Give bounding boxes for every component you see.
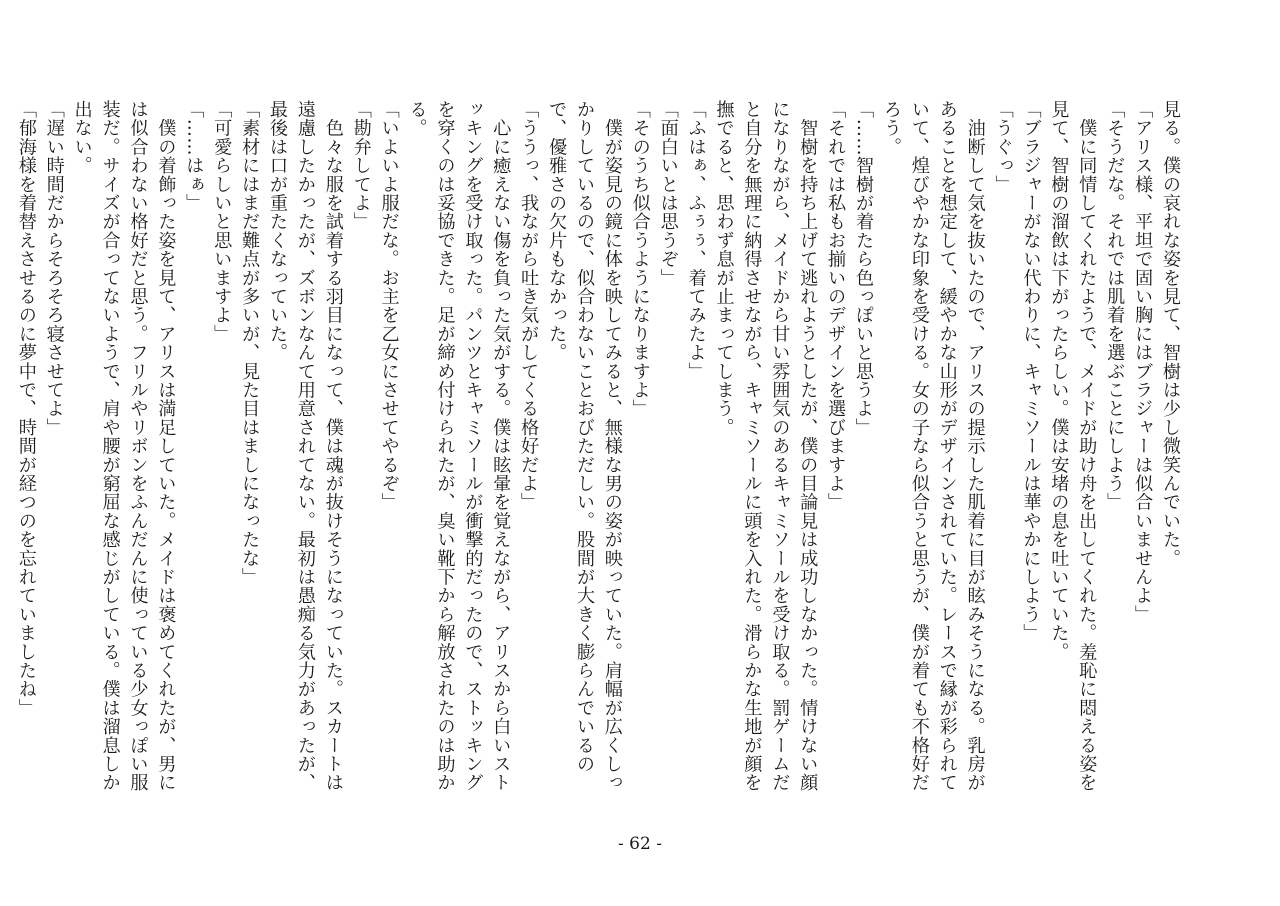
paragraph: 「ふはぁ、ふぅぅ、着てみたよ」 — [685, 100, 707, 381]
paragraph: 僕の着飾った姿を見て、アリスは満足していた。メイドは褒めてくれたが、男には似合わない格好だと思う。フリルやリボンをふんだんに使っている少女っぽい服装だ。サイズが合ってないようで、肩や腰が窮屈な感じがしている。僕は溜息しか出ない。 — [71, 100, 177, 792]
paragraph: 「ううっ、我ながら吐き気がしてくる格好だよ」 — [518, 100, 540, 512]
paragraph: 心に癒えない傷を負った気がする。僕は眩暈を覚えながら、アリスから白いストッキングを受け取った。パンツとキャミソールが衝撃的だったので、ストッキングを穿くのは妥協できた。足が締め付けられたが、臭い靴下から解放されたのは助かる。 — [406, 100, 512, 792]
paragraph: 「いよいよ服だな。お主を乙女にさせてやるぞ」 — [378, 100, 400, 512]
paragraph: 「ブラジャーがない代わりに、キャミソールは華やかにしよう」 — [1020, 100, 1042, 643]
paragraph: 色々な服を試着する羽目になって、僕は魂が抜けそうになっていた。スカートは遠慮したかったが、ズボンなんて用意されてない。最初は愚痴る気力があったが、最後は口が重たくなっていた。 — [267, 100, 344, 792]
paragraph: 「素材にはまだ難点が多いが、見た目はましになったな」 — [239, 100, 261, 587]
paragraph: 僕が姿見の鏡に体を映してみると、無様な男の姿が映っていた。肩幅が広くしっかりしているので、似合わないことおびただしい。股間が大きく膨らんでいるので、優雅さの欠片もなかった。 — [546, 100, 623, 792]
paragraph: 「それでは私もお揃いのデザインを選びますよ」 — [825, 100, 847, 512]
paragraph: 「勘弁してよ」 — [350, 100, 372, 231]
paragraph: 「……智樹が着たら色っぽいと思うよ」 — [853, 100, 875, 437]
paragraph: 見る。僕の哀れな姿を見て、智樹は少し微笑んでいた。 — [1160, 100, 1181, 568]
paragraph: 僕に同情してくれたようで、メイドが助け舟を出してくれた。羞恥に悶える姿を見て、智樹の溜飲は下がったらしい。僕は安堵の息を吐いていた。 — [1048, 100, 1098, 792]
paragraph: 「……はぁ」 — [183, 100, 205, 213]
paragraph: 「うぐっ」 — [992, 100, 1014, 194]
paragraph: 「そうだな。それでは肌着を選ぶことにしよう」 — [1104, 100, 1126, 512]
paragraph: 「面白いとは思うぞ」 — [657, 100, 679, 287]
paragraph: 「郁海様を着替えさせるのに夢中で、時間が経つのを忘れていましたね」 — [15, 100, 37, 718]
body-text — [15, 100, 1184, 800]
paragraph: 「遅い時間だからそろそろ寝させてよ」 — [43, 100, 65, 437]
paragraph: 智樹を持ち上げて逃れようとしたが、僕の目論見は成功しなかった。情けない顔になりながら、メイドから甘い雰囲気のあるキャミソールを受け取る。罰ゲームだと自分を無理に納得させながら、キャミソールに頭を入れた。滑らかな生地が顔を撫でると、思わず息が止まってしまう。 — [713, 100, 819, 792]
paragraph: 「アリス様、平坦で固い胸にはブラジャーは似合いませんよ」 — [1132, 100, 1154, 624]
paragraph: 油断して気を抜いたので、アリスの提示した肌着に目が眩みそうになる。乳房があることを想定して、緩やかな山形がデザインされていた。レースで縁が彩られていて、煌びやかな印象を受ける。女の子なら似合うと思うが、僕が着ても不格好だろう。 — [880, 100, 986, 792]
page-number: - 62 - — [618, 834, 662, 854]
paragraph: 「可愛らしいと思いますよ」 — [211, 100, 233, 344]
paragraph: 「そのうち似合うようになりますよ」 — [629, 100, 651, 418]
